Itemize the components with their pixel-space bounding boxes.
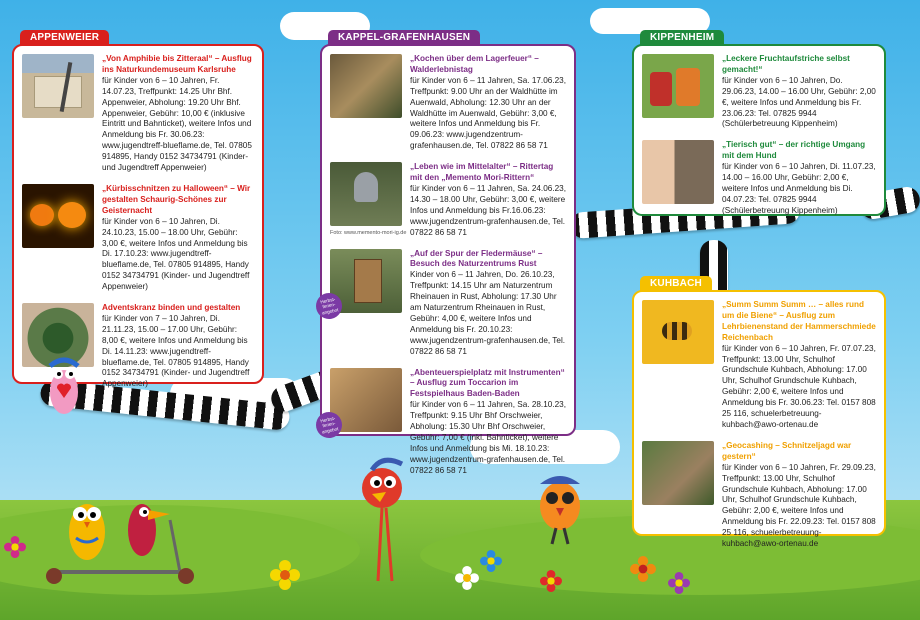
event-details: für Kinder von 6 – 10 Jahren, Fr. 29.09.23, Treffpunkt: 13.00 Uhr, Schulhof Grundschule Kuhbach, Abholung: 17.00 Uhr, Schulhof Grundschule Kuhbach, Gebühr: 2,00 €, weitere Infos und Anmeldung bis Fr. 22.09.23: Tel. 0157 808 25 116, schuelerbetreuung-kuhbach@awo-ortenau.de: [722, 462, 876, 549]
section-kappel-grafenhausen: [319, 32, 576, 475]
knight-photo: [330, 162, 407, 237]
instruments-photo: [319, 368, 402, 434]
dog-photo: [642, 140, 714, 204]
geocaching-photo: [642, 441, 714, 505]
photo-credit: Foto: www.memento-mori-ig.de: [330, 230, 407, 237]
event-details: für Kinder von 6 – 11 Jahren, Sa. 28.10.23, Treffpunkt: 9.15 Uhr Bhf Orschweier, Abholung: 15.30 Uhr Bhf Orschweier, Gebühr: 7,00 € (inkl. Bahnticket), weitere Infos und Anmeldung bis Mi. 18.10.23: www.jugendzentrum-grafenhausen.de, Tel. 07822 86 58 71: [410, 400, 566, 475]
event-details: für Kinder von 6 – 10 Jahren, Di. 24.10.23, 15.00 – 18.00 Uhr, Gebühr: 3,00 €, weitere Infos und Anmeldung bis Di. 17.10.23: www.jugendtreff-blueflame.de, Tel. 07805 914895, Handy 0152 34734791 (Kinder- und Jugendtreff Appenweier): [102, 216, 250, 292]
event-item: [330, 54, 566, 152]
event-item: [642, 54, 876, 130]
autumn-holiday-badge: Herbst-ferien-angebot: [314, 290, 345, 321]
event-title: „Von Amphibie bis Zitteraal“ – Ausflug ins Naturkundemuseum Karlsruhe: [102, 54, 252, 74]
event-title: „Abenteuerspielplatz mit Instrumenten“ – Ausflug zum Toccarion im Festspielhaus Baden-Baden: [410, 367, 565, 399]
section-kuhbach: [632, 278, 886, 549]
event-item: [22, 54, 254, 174]
section-label: KUHBACH: [640, 276, 712, 292]
flower-illustration: [270, 560, 300, 590]
event-details: für Kinder von 6 – 11 Jahren, Sa. 24.06.23, 14.30 – 18.00 Uhr, Gebühr: 3,00 €, weitere Infos und Anmeldung bis Fr.16.06.23: www.jugendzentrum-grafenhausen.de, Tel. 07822 86 58 71: [410, 183, 566, 237]
event-details: für Kinder von 6 – 11 Jahren, Sa. 17.06.23, Treffpunkt: 9.00 Uhr an der Waldhütte im Auenwald, Abholung: 12.30 Uhr an der Waldhütte im Auenwald, Gebühr: 3,00 €, weitere Infos und Anmeldung bis Fr. 09.06.23: www.jugendzentrum-grafenhausen.de, Tel. 07822 86 58 71: [410, 75, 566, 151]
pumpkin-photo: [22, 184, 94, 248]
event-title: „Tierisch gut“ – der richtige Umgang mit dem Hund: [722, 140, 866, 161]
section-appenweier: [12, 32, 264, 389]
event-item: [642, 441, 876, 550]
event-title: „Kochen über dem Lagerfeuer“ – Walderlebnistag: [410, 54, 539, 74]
event-item: [22, 184, 254, 293]
flower-illustration: [668, 572, 690, 594]
museum-photo: [22, 54, 94, 118]
orange-bird-illustration: [530, 466, 590, 546]
event-details: für Kinder von 6 – 10 Jahren, Fr. 07.07.23, Treffpunkt: 13.00 Uhr, Schulhof Grundschule Kuhbach, Abholung: 17.00 Uhr, Schulhof Grundschule Kuhbach, Gebühr: 2,00 €, weitere Infos und Anmeldung bis Fr. 30.06.23: Tel. 0157 808 25 116, schuelerbetreuung-kuhbach@awo-ortenau.de: [722, 343, 876, 429]
section-kippenheim: [632, 32, 886, 216]
flower-illustration: [630, 556, 656, 582]
flower-illustration: [4, 536, 26, 558]
event-details: für Kinder von 6 – 10 Jahren, Fr. 14.07.23, Treffpunkt: 14.25 Uhr Bhf. Appenweier, Abholung: 19.20 Uhr Bhf. Appenweier, Gebühr: 10,00 € (inklusive Eintritt und Bahnticket), weitere Infos und Anmeldung bis Fr. 30.06.23: www.jugendtreff-blueflame.de, Tel. 07805 914895, Handy 0152 34734791 (Kinder- und Jugendtreff Appenweier): [102, 75, 252, 173]
pink-bird-illustration: [44, 356, 84, 420]
event-title: „Leben wie im Mittelalter“ – Rittertag mit den „Memento Mori-Rittern“: [410, 162, 554, 183]
section-label: KIPPENHEIM: [640, 30, 724, 46]
event-details: für Kinder von 6 – 10 Jahren, Do. 29.06.23, 14.00 – 16.00 Uhr, Gebühr: 2,00 €, weitere Infos und Anmeldung bis Fr. 23.06.23: Tel. 07825 9944 (Schülerbetreuung Kippenheim): [722, 75, 876, 129]
section-label: KAPPEL-GRAFENHAUSEN: [328, 30, 480, 46]
event-title: Adventskranz binden und gestalten: [102, 303, 241, 313]
event-item: [319, 248, 566, 358]
campfire-photo: [330, 54, 402, 118]
bee-photo: [642, 300, 714, 364]
birdhouse-photo: [319, 249, 402, 315]
flower-illustration: [480, 550, 502, 572]
autumn-holiday-badge: Herbst-ferien-angebot: [314, 409, 345, 440]
event-title: „Summ Summ Summ … – alles rund um die Biene“ – Ausflug zum Lehrbienenstand der Hammerschmiede Reichenbach: [722, 300, 876, 342]
event-title: „Kürbisschnitzen zu Halloween“ – Wir gestalten Schaurig-Schönes zur Geisternacht: [102, 183, 251, 215]
event-item: [642, 140, 876, 216]
event-details: für Kinder von 7 – 10 Jahren, Di. 21.11.23, 15.00 – 17.00 Uhr, Gebühr: 8,00 €, weitere Infos und Anmeldung bis Di. 14.11.23: www.jugendtreff-blueflame.de, Tel. 07805 914895, Handy 0152 34734791 (Kinder- und Jugendtreff Appenweier): [102, 313, 250, 389]
jam-photo: [642, 54, 714, 118]
event-title: „Leckere Fruchtaufstriche selbst gemacht!“: [722, 54, 850, 74]
event-details: Kinder von 6 – 11 Jahren, Do. 26.10.23, Treffpunkt: 14.15 Uhr am Naturzentrum Rheinauen in Rust, Abholung: 17.30 Uhr am Naturzentrum Rheinauen in Rust, Gebühr: 4,00 €, weitere Infos und Anmeldung bis Fr. 20.10.23: www.jugendzentrum-grafenhausen.de, Tel. 07822 86 58 71: [410, 270, 566, 356]
flower-illustration: [540, 570, 562, 592]
scooter-bird-illustration: [40, 490, 200, 590]
red-bird-illustration: [352, 456, 422, 586]
section-label: APPENWEIER: [20, 30, 109, 46]
event-item: [642, 300, 876, 431]
flower-illustration: [455, 566, 479, 590]
event-item: [330, 162, 566, 238]
event-details: für Kinder von 6 – 10 Jahren, Di. 11.07.23, 14.00 – 16.00 Uhr, Gebühr: 2,00 €, weitere Infos und Anmeldung bis Di. 04.07.23: Tel. 07825 9944 (Schülerbetreuung Kippenheim): [722, 162, 876, 215]
event-title: „Geocashing – Schnitzeljagd war gestern“: [722, 440, 852, 461]
event-title: „Auf der Spur der Fledermäuse“ – Besuch des Naturzentrums Rust: [410, 248, 543, 269]
